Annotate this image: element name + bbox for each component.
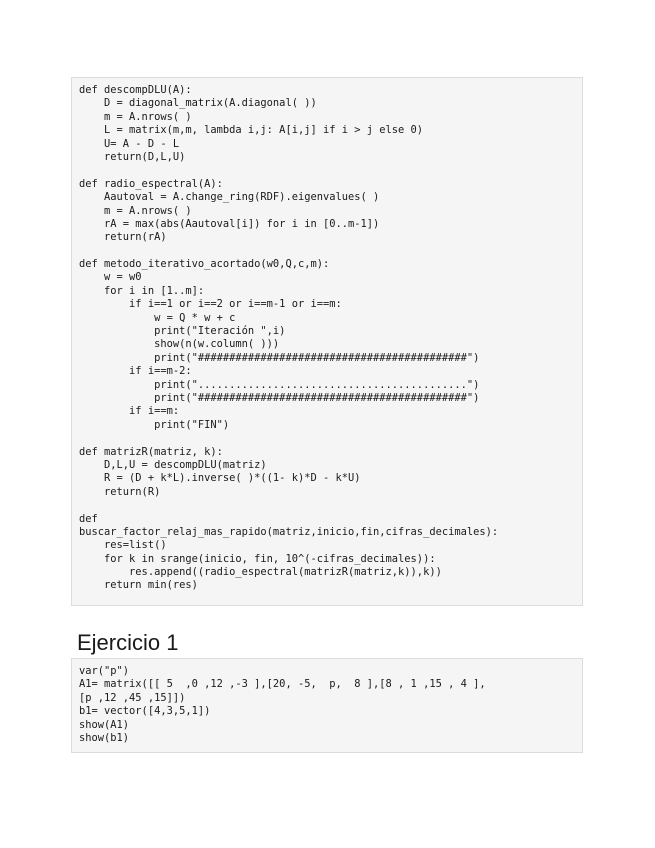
code-cell-exercise-1[interactable] <box>71 658 583 753</box>
code-line: D = diagonal_matrix(A.diagonal( )) <box>79 97 317 110</box>
code-line <box>79 245 582 258</box>
code-line: m = A.nrows( ) <box>79 204 192 217</box>
code-line <box>79 499 582 512</box>
section-heading: Ejercicio 1 <box>77 630 179 655</box>
code-line: res.append((radio_espectral(matrizR(matriz,k)),k)) <box>79 566 442 579</box>
code-line: A1= matrix([[ 5 ,0 ,12 ,-3 ],[20, -5, p, 8 ],[8 , 1 ,15 , 4 ], <box>79 678 486 691</box>
code-line: print("###########################################") <box>79 391 480 404</box>
code-line: m = A.nrows( ) <box>79 110 192 123</box>
code-line: for k in srange(inicio, fin, 10^(-cifras_decimales)): <box>79 552 436 565</box>
code-line: R = (D + k*L).inverse( )*((1- k)*D - k*U) <box>79 472 361 485</box>
code-line: if i==1 or i==2 or i==m-1 or i==m: <box>79 298 342 311</box>
code-line: if i==m-2: <box>79 365 192 378</box>
code-line: w = Q * w + c <box>79 311 236 324</box>
code-line: def matrizR(matriz, k): <box>79 445 223 458</box>
code-line: if i==m: <box>79 405 180 418</box>
code-line: show(n(w.column( ))) <box>79 338 280 351</box>
code-line: var("p") <box>79 665 130 677</box>
code-line: print("Iteración ",i) <box>79 325 286 338</box>
code-line: show(b1) <box>79 731 130 744</box>
code-line <box>79 164 582 177</box>
code-line: print("###########################################") <box>79 351 480 364</box>
code-line: w = w0 <box>79 271 142 284</box>
code-line: L = matrix(m,m, lambda i,j: A[i,j] if i > j else 0) <box>79 124 424 137</box>
code-line: def <box>79 512 98 525</box>
code-line: Aautoval = A.change_ring(RDF).eigenvalues( ) <box>79 191 380 204</box>
code-cell-functions[interactable] <box>71 77 583 606</box>
code-line: return(rA) <box>79 231 167 244</box>
code-line: def metodo_iterativo_acortado(w0,Q,c,m): <box>79 258 330 271</box>
code-line: show(A1) <box>79 718 130 731</box>
code-line: res=list() <box>79 539 167 552</box>
code-line: [p ,12 ,45 ,15]]) <box>79 691 186 704</box>
code-line: return(R) <box>79 485 161 498</box>
code-line: for i in [1..m]: <box>79 284 205 297</box>
code-line <box>79 432 582 445</box>
code-line: print("...........................................") <box>79 378 480 391</box>
code-line: def descompDLU(A): <box>79 84 192 96</box>
code-line: print("FIN") <box>79 418 230 431</box>
code-line: return(D,L,U) <box>79 150 186 163</box>
code-line: D,L,U = descompDLU(matriz) <box>79 458 267 471</box>
code-line: b1= vector([4,3,5,1]) <box>79 705 211 718</box>
code-line: def radio_espectral(A): <box>79 177 223 190</box>
code-line: buscar_factor_relaj_mas_rapido(matriz,inicio,fin,cifras_decimales): <box>79 525 499 538</box>
code-line: rA = max(abs(Aautoval[i]) for i in [0..m-1]) <box>79 217 380 230</box>
code-line: return min(res) <box>79 579 198 592</box>
code-line: U= A - D - L <box>79 137 180 150</box>
